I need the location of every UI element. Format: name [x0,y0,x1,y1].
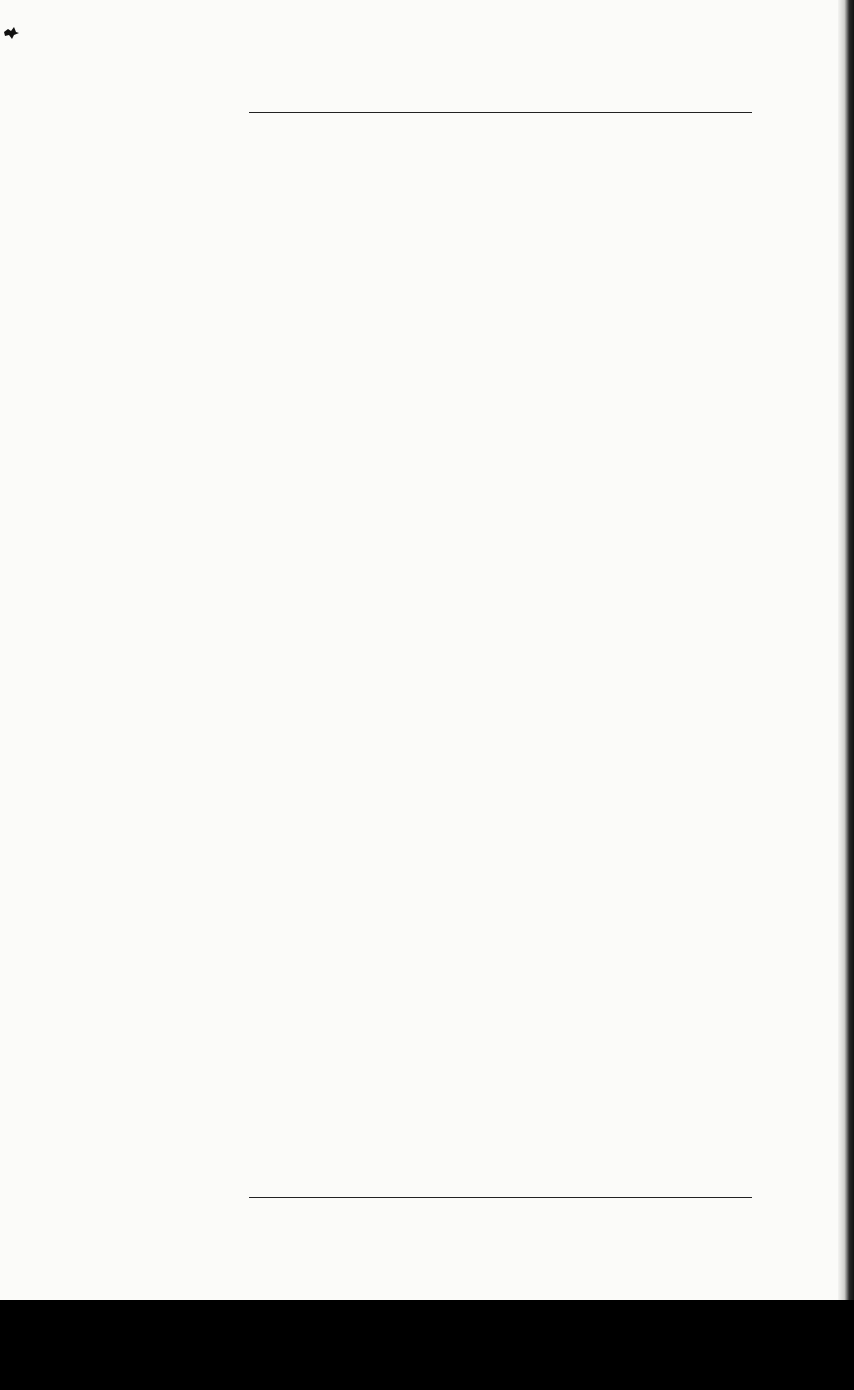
ink-speck-icon [2,26,20,40]
header-divider [249,112,752,113]
page-edge [838,0,854,1300]
page-header [0,60,854,84]
watermark-banner [0,1300,854,1390]
footer-divider [249,1197,752,1198]
